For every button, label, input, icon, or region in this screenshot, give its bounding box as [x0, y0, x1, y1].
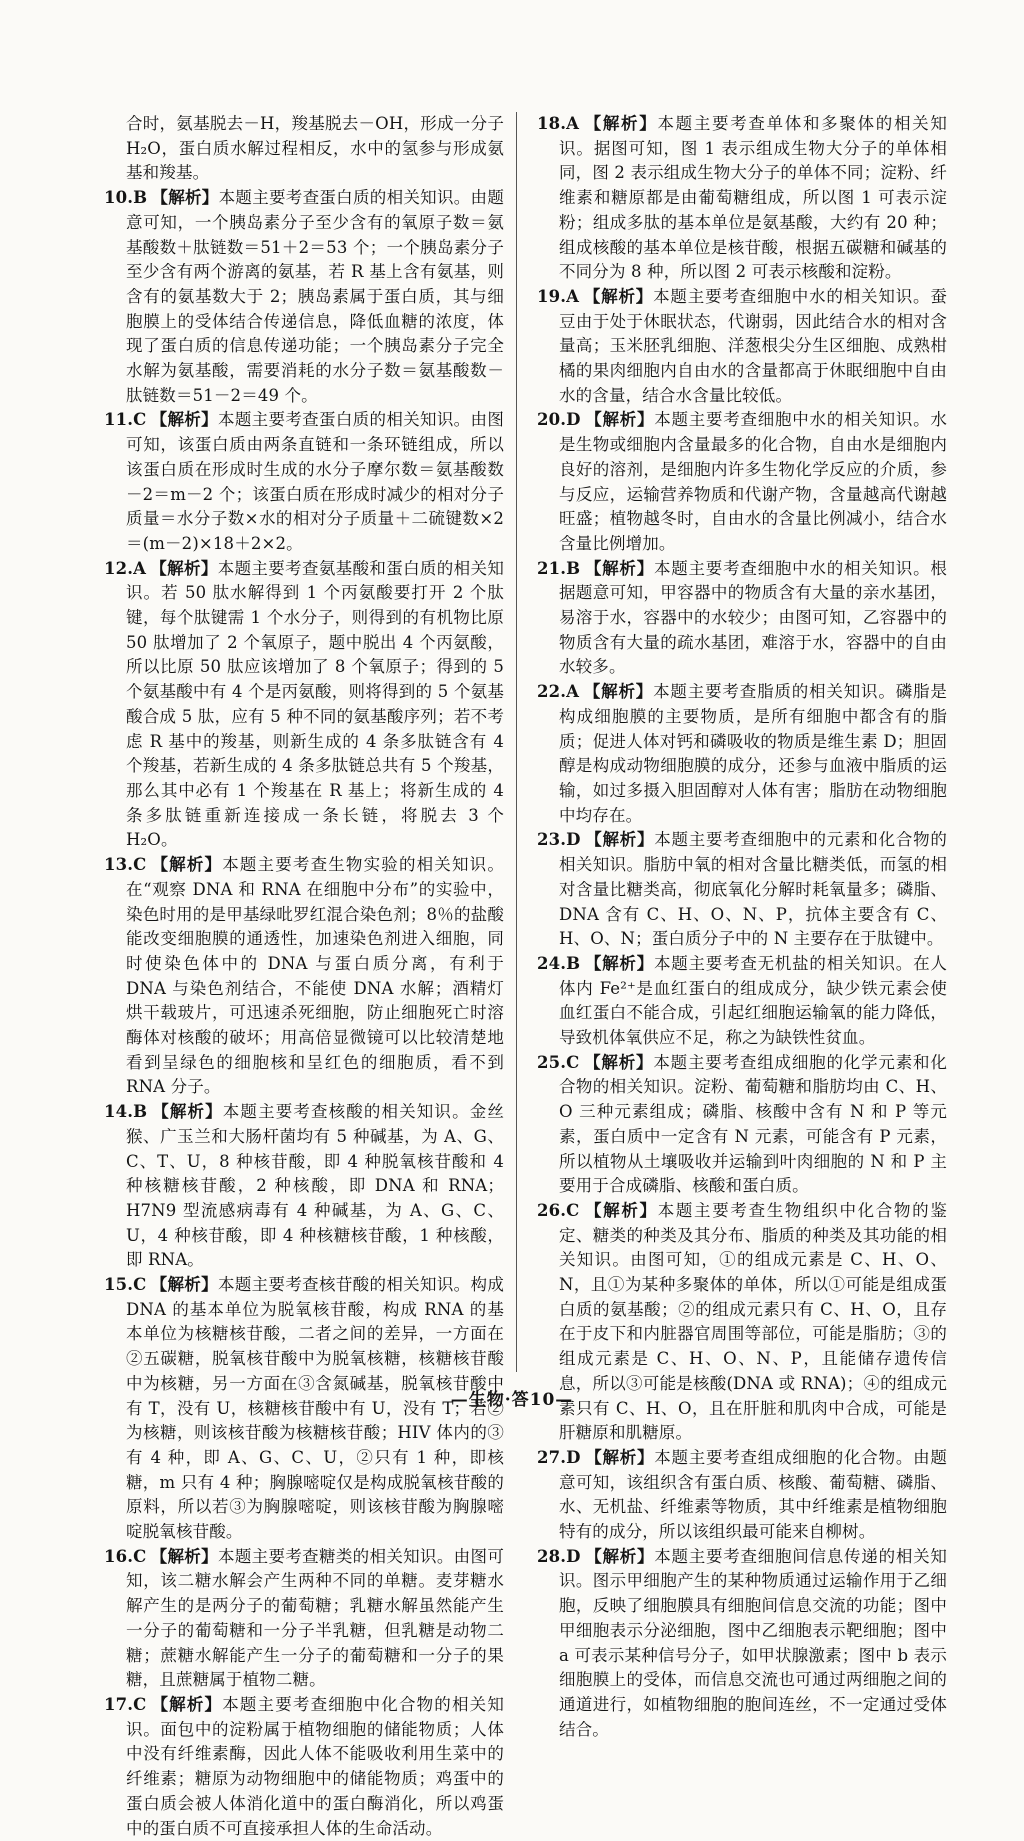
- analysis-tag: 【解析】: [583, 1200, 658, 1220]
- answer-text: 本题主要考查单体和多聚体的相关知识。据图可知，图 1 表示组成生物大分子的单体相同，图 2 表示组成生物大分子的单体不同；淀粉、纤维素和糖原都是由葡萄糖组成，所以图 1 可表示淀粉；组成多肽的基本单位是氨基酸，大约有 20 种；组成核酸的基本单位是核苷酸，根据五碳糖和碱基的不同分为 8 种，所以图 2 可表示核酸和淀粉。: [559, 114, 947, 282]
- analysis-tag: 【解析】: [584, 1546, 655, 1566]
- answer-number: 16.C: [104, 1546, 147, 1566]
- answer-number: 28.D: [537, 1546, 581, 1566]
- answer-text: 本题主要考查蛋白质的相关知识。由题意可知，一个胰岛素分子至少含有的氧原子数＝氨基酸数＋肽链数＝51＋2＝53 个；一个胰岛素分子至少含有两个游离的氨基，若 R 基上含有氨基，则含有的氨基数大于 2；胰岛素属于蛋白质，其与细胞膜上的受体结合传递信息，降低血糖的浓度，体现了蛋白质的信息传递功能；一个胰岛素分子完全水解为氨基酸，需要消耗的水分子数＝氨基酸数－肽链数＝51－2＝49 个。: [126, 188, 504, 405]
- analysis-tag: 【解析】: [151, 1102, 223, 1122]
- answer-text: 本题主要考查蛋白质的相关知识。由图可知，该蛋白质由两条直链和一条环链组成，所以该蛋白质在形成时生成的水分子摩尔数＝氨基酸数－2＝m－2 个；该蛋白质在形成时减少的相对分子质量＝水分子数×水的相对分子质量＋二硫键数×2＝(m－2)×18＋2×2。: [126, 410, 504, 553]
- analysis-tag: 【解析】: [151, 188, 219, 208]
- answer-text: 本题主要考查细胞中化合物的相关知识。面包中的淀粉属于植物细胞的储能物质；人体中没有纤维素酶，因此人体不能吸收利用生菜中的纤维素；糖原为动物细胞中的储能物质；鸡蛋中的蛋白质会被人体消化道中的蛋白酶消化，所以鸡蛋中的蛋白质不可直接承担人体的生命活动。: [126, 1695, 504, 1838]
- answer-number: 21.B: [537, 558, 581, 578]
- answer-item: [537, 112, 947, 285]
- answer-item: [104, 186, 504, 408]
- analysis-tag: 【解析】: [150, 1695, 223, 1714]
- analysis-tag: 【解析】: [583, 682, 654, 702]
- answer-item: [537, 1051, 947, 1199]
- answer-item: [537, 828, 947, 952]
- answer-number: 17.C: [104, 1695, 147, 1714]
- answer-item: [537, 285, 947, 409]
- answer-number: 20.D: [537, 410, 581, 430]
- analysis-tag: 【解析】: [150, 410, 218, 430]
- answer-number: 19.A: [537, 286, 580, 306]
- analysis-tag: 【解析】: [150, 1546, 218, 1566]
- answer-number: 10.B: [104, 188, 148, 208]
- analysis-tag: 【解析】: [584, 1447, 655, 1467]
- analysis-tag: 【解析】: [584, 953, 654, 973]
- analysis-tag: 【解析】: [150, 1275, 218, 1295]
- answer-number: 14.B: [104, 1102, 148, 1122]
- answer-text: 本题主要考查细胞中水的相关知识。水是生物或细胞内含量最多的化合物，自由水是细胞内良好的溶剂，是细胞内许多生物化学反应的介质，参与反应，运输营养物质和代谢产物，含量越高代谢越旺盛；植物越冬时，自由水的含量比例减小，结合水含量比例增加。: [559, 410, 947, 553]
- answer-number: 25.C: [537, 1052, 580, 1072]
- answer-number: 12.A: [104, 558, 147, 578]
- analysis-tag: 【解析】: [150, 558, 218, 578]
- answer-text: 本题主要考查糖类的相关知识。由图可知，该二糖水解会产生两种不同的单糖。麦芽糖水解产生的是两分子的葡萄糖；乳糖水解虽然能产生一分子的葡萄糖和一分子半乳糖，但乳糖是动物二糖；蔗糖水解能产生一分子的葡萄糖和一分子的果糖，且蔗糖属于植物二糖。: [126, 1546, 504, 1690]
- answer-text: 合时，氨基脱去－H，羧基脱去－OH，形成一分子 H₂O，蛋白质水解过程相反，水中的氢参与形成氨基和羧基。: [126, 114, 504, 183]
- answer-item: [104, 853, 504, 1100]
- analysis-tag: 【解析】: [584, 558, 654, 578]
- answer-text: 本题主要考查细胞中水的相关知识。蚕豆由于处于休眠状态，代谢弱，因此结合水的相对含量高；玉米胚乳细胞、洋葱根尖分生区细胞、成熟柑橘的果肉细胞内自由水的含量都高于休眠细胞中自由水的含量，结合水含量比较低。: [559, 286, 947, 405]
- answer-text: 本题主要考查无机盐的相关知识。在人体内 Fe²⁺是血红蛋白的组成成分，缺少铁元素会使血红蛋白不能合成，引起红细胞运输氧的能力降低，导致机体氧供应不足，称之为缺铁性贫血。: [559, 953, 947, 1048]
- answer-item: [104, 408, 504, 556]
- right-column: [537, 112, 947, 1742]
- answer-number: 24.B: [537, 953, 581, 973]
- answer-item: [537, 680, 947, 828]
- answer-item: [537, 952, 947, 1051]
- column-divider: [516, 112, 517, 1372]
- answer-number: 18.A: [537, 114, 580, 133]
- answer-text: 本题主要考查脂质的相关知识。磷脂是构成细胞膜的主要物质，是所有细胞中都含有的脂质；促进人体对钙和磷吸收的物质是维生素 D；胆固醇是构成动物细胞膜的成分，还参与血液中脂质的运输，如过多摄入胆固醇对人体有害；脂肪在动物细胞中均存在。: [559, 682, 947, 825]
- analysis-tag: 【解析】: [584, 830, 655, 850]
- answer-item: [537, 557, 947, 681]
- answer-text: 本题主要考查细胞中的元素和化合物的相关知识。脂肪中氧的相对含量比糖类低，而氢的相对含量比糖类高，彻底氧化分解时耗氧量多；磷脂、DNA 含有 C、H、O、N、P，抗体主要含有 C、H、O、N；蛋白质分子中的 N 主要存在于肽键中。: [559, 830, 947, 949]
- answer-continuation: [104, 112, 504, 186]
- answer-text: 本题主要考查生物组织中化合物的鉴定、糖类的种类及其分布、脂质的种类及其功能的相关知识。由图可知，①的组成元素是 C、H、O、N，且①为某种多聚体的单体，所以①可能是组成蛋白质的氨基酸；②的组成元素只有 C、H、O，且存在于皮下和内脏器官周围等部位，可能是脂肪；③的组成元素是 C、H、O、N、P，且能储存遗传信息，所以③可能是核酸(DNA 或 RNA)；④的组成元素只有 C、H、O，且在肝脏和肌肉中合成，可能是肝糖原和肌糖原。: [559, 1200, 947, 1443]
- answer-text: 本题主要考查核苷酸的相关知识。构成 DNA 的基本单位为脱氧核苷酸，构成 RNA 的基本单位为核糖核苷酸，二者之间的差异，一方面在②五碳糖，脱氧核苷酸中为脱氧核糖，核糖核苷酸中为核糖，另一方面在③含氮碱基，脱氧核苷酸中有 T，没有 U，核糖核苷酸中有 U，没有 T；若②为核糖，则该核苷酸为核糖核苷酸；HIV 体内的③有 4 种，即 A、G、C、U，②只有 1 种，即核糖，m 只有 4 种；胸腺嘧啶仅是构成脱氧核苷酸的原料，所以若③为胸腺嘧啶，则该核苷酸为胸腺嘧啶脱氧核苷酸。: [126, 1275, 504, 1542]
- answer-text: 本题主要考查细胞间信息传递的相关知识。图示甲细胞产生的某种物质通过运输作用于乙细胞，反映了细胞膜具有细胞间信息交流的功能；图中甲细胞表示分泌细胞，图中乙细胞表示靶细胞；图中 a 可表示某种信号分子，如甲状腺激素；图中 b 表示细胞膜上的受体，而信息交流也可通过两细胞之间的通道进行，如植物细胞的胞间连丝，不一定通过受体结合。: [559, 1546, 947, 1739]
- answer-item: [537, 1446, 947, 1545]
- answer-item: [537, 408, 947, 556]
- answer-number: 27.D: [537, 1447, 581, 1467]
- answer-text: 本题主要考查组成细胞的化合物。由题意可知，该组织含有蛋白质、核酸、葡萄糖、磷脂、水、无机盐、纤维素等物质，其中纤维素是植物细胞特有的成分，所以该组织最可能来自柳树。: [559, 1447, 947, 1542]
- answer-text: 本题主要考查组成细胞的化学元素和化合物的相关知识。淀粉、葡萄糖和脂肪均由 C、H、O 三种元素组成；磷脂、核酸中含有 N 和 P 等元素，蛋白质中一定含有 N 元素，可能含有 P 元素，所以植物从土壤吸收并运输到叶肉细胞的 N 和 P 主要用于合成磷脂、核酸和蛋白质。: [559, 1052, 947, 1196]
- analysis-tag: 【解析】: [584, 410, 655, 430]
- answer-number: 15.C: [104, 1275, 147, 1295]
- analysis-tag: 【解析】: [583, 114, 658, 133]
- analysis-tag: 【解析】: [150, 855, 223, 875]
- left-column: [104, 112, 504, 1841]
- answer-number: 26.C: [537, 1200, 580, 1220]
- answer-item: [104, 1545, 504, 1693]
- answer-item: [104, 557, 504, 853]
- page-footer: —生物·答10—: [450, 1390, 574, 1410]
- analysis-tag: 【解析】: [583, 1052, 654, 1072]
- analysis-tag: 【解析】: [583, 286, 654, 306]
- answer-text: 本题主要考查细胞中水的相关知识。根据题意可知，甲容器中的物质含有大量的亲水基团，易溶于水，容器中的水较少；由图可知，乙容器中的物质含有大量的疏水基团，难溶于水，容器中的自由水较多。: [559, 558, 947, 677]
- answer-text: 本题主要考查氨基酸和蛋白质的相关知识。若 50 肽水解得到 1 个丙氨酸要打开 2 个肽键，每个肽键需 1 个水分子，则得到的有机物比原 50 肽增加了 2 个氧原子，题中脱出 4 个丙氨酸，所以比原 50 肽应该增加了 8 个氧原子；得到的 5 个氨基酸中有 4 个是丙氨酸，则将得到的 5 个氨基酸合成 5 肽，应有 5 种不同的氨基酸序列；若不考虑 R 基中的羧基，则新生成的 4 条多肽链含有 4 个羧基，若新生成的 4 条多肽链总共有 5 个羧基，那么其中必有 1 个羧基在 R 基上；将新生成的 4 条多肽链重新连接成一条长链，将脱去 3 个 H₂O。: [126, 558, 504, 850]
- answer-text: 本题主要考查核酸的相关知识。金丝猴、广玉兰和大肠杆菌均有 5 种碱基，为 A、G、C、T、U，8 种核苷酸，即 4 种脱氧核苷酸和 4 种核糖核苷酸，2 种核酸，即 DNA 和 RNA；H7N9 型流感病毒有 4 种碱基，为 A、G、C、U，4 种核苷酸，即 4 种核糖核苷酸，1 种核酸，即 RNA。: [126, 1102, 504, 1270]
- answer-item: [104, 1693, 504, 1841]
- answer-number: 22.A: [537, 682, 580, 702]
- answer-item: [104, 1100, 504, 1273]
- answer-number: 11.C: [104, 410, 147, 430]
- answer-item: [537, 1545, 947, 1743]
- answer-number: 23.D: [537, 830, 581, 850]
- answer-text: 本题主要考查生物实验的相关知识。在“观察 DNA 和 RNA 在细胞中分布”的实验中，染色时用的是甲基绿吡罗红混合染色剂；8％的盐酸能改变细胞膜的通透性，加速染色剂进入细胞，同时使染色体中的 DNA 与蛋白质分离，有利于 DNA 与染色剂结合，不能使 DNA 水解；酒精灯烘干载玻片，可迅速杀死细胞，防止细胞死亡时溶酶体对核酸的破坏；用高倍显微镜可以比较清楚地看到呈绿色的细胞核和呈红色的细胞质，看不到 RNA 分子。: [126, 855, 504, 1097]
- answer-number: 13.C: [104, 855, 147, 875]
